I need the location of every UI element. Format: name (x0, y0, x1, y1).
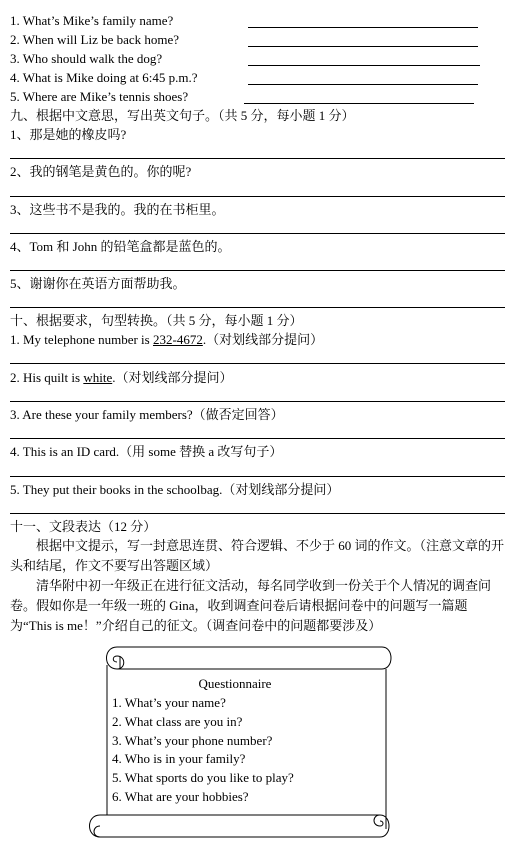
section-10-heading: 十、根据要求，句型转换。（共 5 分，每小题 1 分） (10, 313, 303, 328)
questionnaire-item-5: 5. What sports do you like to play? (112, 770, 294, 785)
q1-text-before: 1. My telephone number is (10, 332, 153, 347)
questionnaire-item-2: 2. What class are you in? (112, 714, 243, 729)
section-10-q4: 4. This is an ID card.（用 some 替换 a 改写句子） (10, 444, 283, 459)
q2-underlined: white (83, 370, 113, 385)
reading-question-1: 1. What’s Mike’s family name? (10, 13, 174, 28)
section-11-instructions: 根据中文提示，写一封意思连贯、符合逻辑、不少于 60 词的作文。（注意文章的开头和结尾，作文不要写出答题区域） (10, 538, 505, 573)
questionnaire-title: Questionnaire (198, 676, 272, 691)
section-9-item-1: 1、那是她的橡皮吗? (10, 127, 127, 142)
section-9-heading: 九、根据中文意思，写出英文句子。（共 5 分，每小题 1 分） (10, 108, 355, 123)
q1-text-after: .（对划线部分提问） (202, 332, 324, 347)
questionnaire-item-3: 3. What’s your phone number? (112, 733, 273, 748)
questionnaire-item-1: 1. What’s your name? (112, 695, 226, 710)
q2-text-after: .（对划线部分提问） (112, 370, 233, 385)
section-9-item-2: 2、我的钢笔是黄色的。你的呢? (10, 164, 192, 179)
section-9-item-5: 5、谢谢你在英语方面帮助我。 (10, 276, 186, 291)
q2-text-before: 2. His quilt is (10, 370, 84, 385)
reading-question-2: 2. When will Liz be back home? (10, 32, 180, 47)
section-11-prompt: 清华附中初一年级正在进行征文活动，每名同学收到一份关于个人情况的调查问卷。假如你是一年级一班的 Gina，收到调查问卷后请根据问卷中的问题写一篇题为“This is me！”介绍自己的征文。（调查问卷中的问题都要涉及） (10, 578, 492, 633)
questionnaire-item-4: 4. Who is in your family? (112, 751, 246, 766)
q1-underlined: 232-4672 (152, 332, 203, 347)
section-11-heading: 十一、文段表达（12 分） (10, 519, 157, 534)
section-10-q5: 5. They put their books in the schoolbag.（对划线部分提问） (10, 482, 340, 497)
reading-question-5: 5. Where are Mike’s tennis shoes? (10, 89, 189, 104)
section-9-item-3: 3、这些书不是我的。我的在书柜里。 (10, 202, 225, 217)
reading-question-4: 4. What is Mike doing at 6:45 p.m.? (10, 70, 198, 85)
reading-question-3: 3. Who should walk the dog? (10, 51, 163, 66)
questionnaire-item-6: 6. What are your hobbies? (112, 789, 249, 804)
section-10-q3: 3. Are these your family members?（做否定回答） (10, 407, 284, 422)
section-9-item-4: 4、Tom 和 John 的铅笔盒都是蓝色的。 (10, 239, 231, 254)
